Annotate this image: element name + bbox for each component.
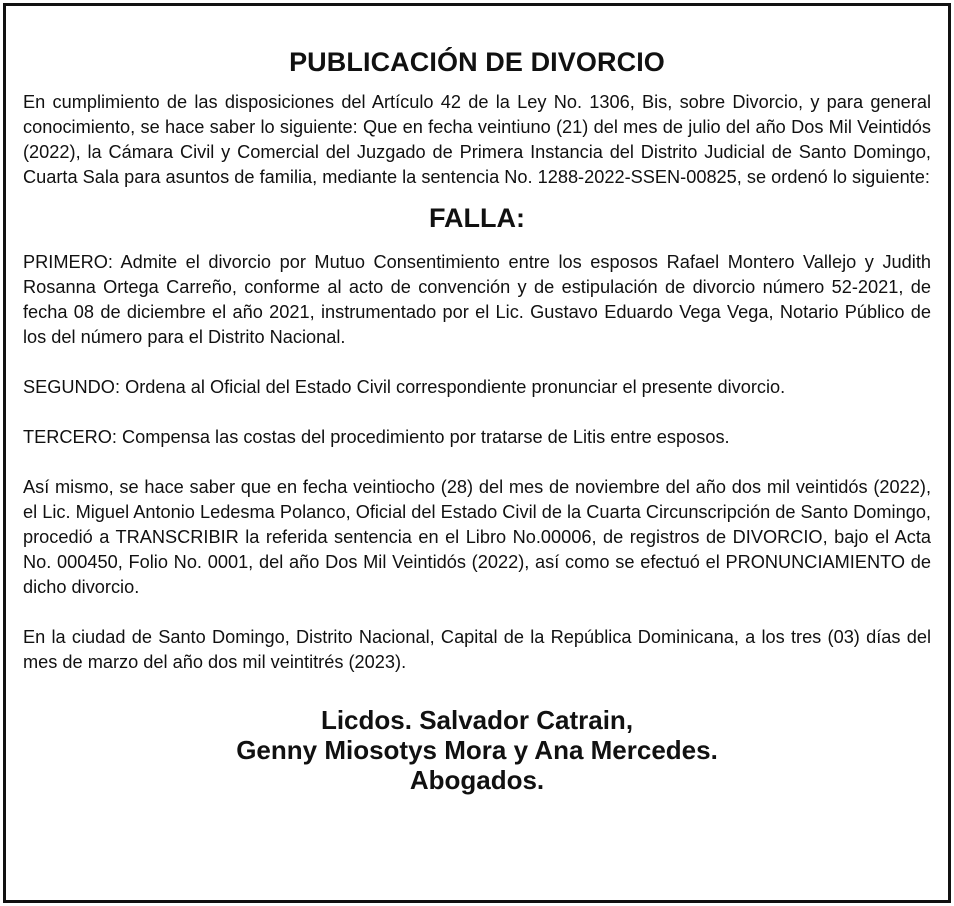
tercero-paragraph: TERCERO: Compensa las costas del procedimiento por tratarse de Litis entre esposos. — [23, 427, 730, 447]
falla-heading: FALLA: — [429, 203, 525, 233]
segundo-paragraph: SEGUNDO: Ordena al Oficial del Estado Civil correspondiente pronunciar el presente divorcio. — [23, 377, 786, 397]
signature-line-2: Genny Miosotys Mora y Ana Mercedes. — [236, 735, 718, 765]
ciudad-paragraph: En la ciudad de Santo Domingo, Distrito Nacional, Capital de la República Dominicana, a los tres (03) días del mes de marzo del año dos mil veintitrés (2023). — [23, 627, 931, 672]
signature-line-3: Abogados. — [409, 765, 545, 795]
signature-block — [23, 705, 931, 795]
intro-paragraph: En cumplimiento de las disposiciones del Artículo 42 de la Ley No. 1306, Bis, sobre Divorcio, y para general conocimiento, se hace saber lo siguiente: Que en fecha veintiuno (21) del mes de julio del año Dos Mil Veintidós (2022), la Cámara Civil y Comercial del Juzgado de Primera Instancia del Distrito Judicial de Santo Domingo, Cuarta Sala para asuntos de familia, mediante la sentencia No. 1288-2022-SSEN-00825, se ordenó lo siguiente: — [23, 92, 931, 187]
signature-line-1: Licdos. Salvador Catrain, — [320, 705, 634, 735]
notice-content — [23, 6, 931, 795]
primero-paragraph: PRIMERO: Admite el divorcio por Mutuo Consentimiento entre los esposos Rafael Montero Vallejo y Judith Rosanna Ortega Carreño, conforme al acto de convención y de estipulación de divorcio número 52-2021, de fecha 08 de diciembre el año 2021, instrumentado por el Lic. Gustavo Eduardo Vega Vega, Notario Público de los del número para el Distrito Nacional. — [23, 252, 931, 347]
notice-border — [3, 3, 951, 903]
asi-mismo-paragraph: Así mismo, se hace saber que en fecha veintiocho (28) del mes de noviembre del año dos mil veintidós (2022), el Lic. Miguel Antonio Ledesma Polanco, Oficial del Estado Civil de la Cuarta Circunscripción de Santo Domingo, procedió a TRANSCRIBIR la referida sentencia en el Libro No.00006, de registros de DIVORCIO, bajo el Acta No. 000450, Folio No. 0001, del año Dos Mil Veintidós (2022), así como se efectuó el PRONUNCIAMIENTO de dicho divorcio. — [23, 477, 931, 597]
notice-title: PUBLICACIÓN DE DIVORCIO — [289, 47, 665, 77]
